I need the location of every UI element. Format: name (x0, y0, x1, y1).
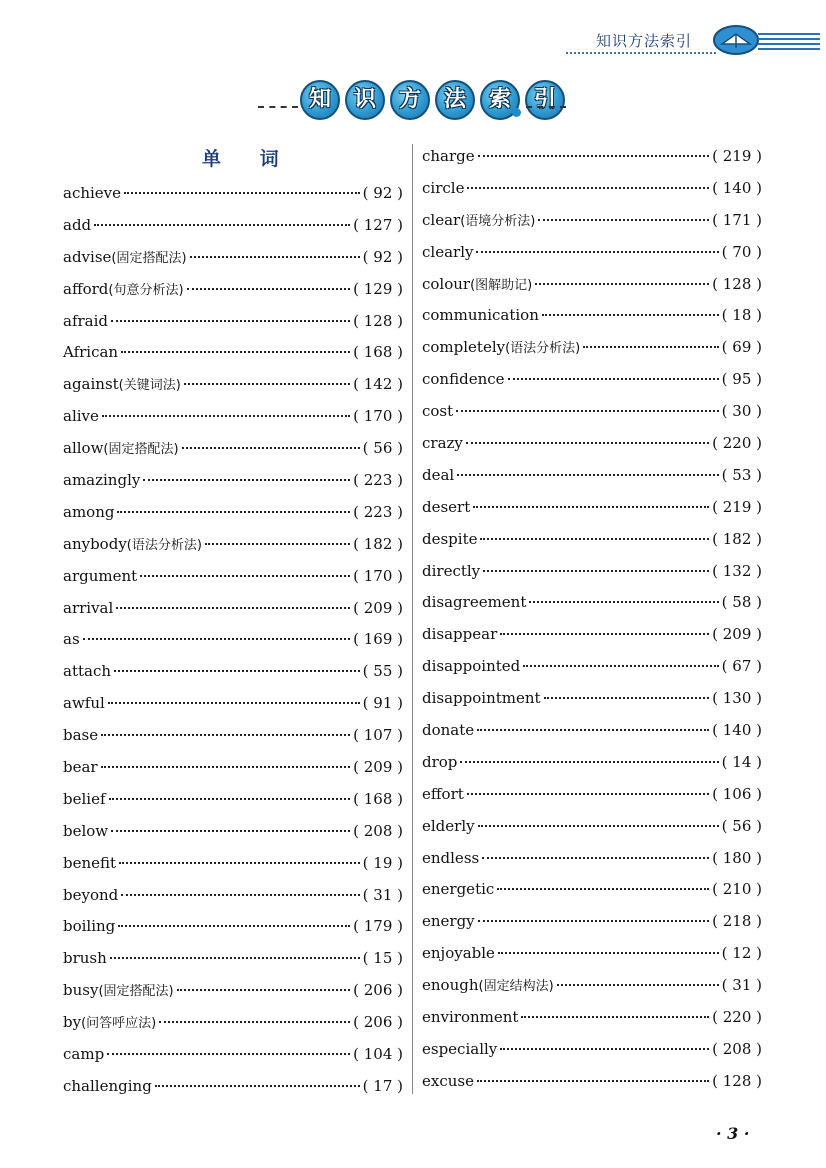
entry-page-ref: ( 170 ) (353, 566, 403, 585)
index-entry (63, 722, 403, 754)
entry-page-ref: ( 91 ) (362, 694, 403, 713)
entry-method-note: (固定搭配法) (103, 442, 179, 458)
entry-method-note: (语境分析法) (460, 213, 536, 229)
index-entry (422, 462, 762, 494)
entry-page-ref: ( 92 ) (362, 184, 403, 202)
dot-leader (102, 415, 350, 417)
dot-leader (483, 570, 709, 572)
dot-leader (473, 506, 709, 508)
index-entry (63, 467, 403, 499)
index-entry (63, 403, 403, 435)
entry-word: especially (422, 1039, 498, 1058)
dot-leader (114, 670, 360, 672)
index-entry (422, 717, 762, 749)
dot-leader (508, 378, 719, 380)
entry-page-ref: ( 31 ) (362, 885, 403, 904)
index-entry (63, 212, 403, 244)
entry-page-ref: ( 53 ) (721, 465, 762, 484)
entry-word: desert (422, 497, 471, 516)
index-entry (422, 334, 762, 366)
dot-leader (108, 702, 360, 704)
index-entry (63, 754, 403, 786)
entry-word: afford (63, 279, 109, 298)
entry-word: belief (63, 789, 106, 808)
index-entry (63, 945, 403, 977)
dot-leader (155, 1085, 360, 1087)
entry-word: below (63, 821, 109, 840)
dot-leader (467, 793, 709, 795)
entry-word: boiling (63, 917, 116, 936)
entry-page-ref: ( 142 ) (353, 375, 403, 394)
entry-page-ref: ( 19 ) (362, 853, 403, 872)
index-entry (422, 175, 762, 207)
index-entry (422, 845, 762, 877)
entry-word: enough (422, 976, 479, 995)
entry-page-ref: ( 209 ) (353, 598, 403, 617)
entry-word: argument (63, 566, 138, 585)
entry-method-note: (语法分析法) (505, 341, 581, 357)
entry-word: crazy (422, 434, 463, 453)
dot-leader (500, 1048, 709, 1050)
index-entry (63, 435, 403, 467)
entry-page-ref: ( 206 ) (353, 1013, 403, 1032)
entry-page-ref: ( 104 ) (353, 1045, 403, 1064)
dot-leader (187, 288, 351, 290)
dot-leader (119, 862, 360, 864)
index-entry (63, 850, 403, 882)
dot-leader (190, 256, 360, 258)
index-entry (63, 658, 403, 690)
entry-page-ref: ( 128 ) (353, 311, 403, 330)
dot-leader (182, 447, 360, 449)
dot-leader (557, 984, 719, 986)
entry-word: enjoyable (422, 944, 495, 963)
entry-word: by (63, 1013, 82, 1032)
index-entry (63, 499, 403, 531)
entry-page-ref: ( 18 ) (721, 306, 762, 325)
entry-page-ref: ( 92 ) (362, 247, 403, 266)
entry-page-ref: ( 180 ) (712, 848, 762, 867)
entry-page-ref: ( 223 ) (353, 471, 403, 490)
index-entry (63, 595, 403, 627)
entry-word: attach (63, 662, 112, 681)
entry-word: communication (422, 306, 539, 325)
dot-leader (529, 601, 718, 603)
dot-leader (159, 1021, 350, 1023)
entry-word: challenging (63, 1076, 152, 1095)
entry-page-ref: ( 220 ) (712, 1008, 762, 1027)
entry-word: disappear (422, 625, 498, 644)
dot-leader (535, 283, 709, 285)
entry-page-ref: ( 179 ) (353, 917, 403, 936)
dot-leader (118, 925, 350, 927)
dot-leader (117, 511, 350, 513)
entry-method-note: (关键词法) (118, 378, 181, 394)
index-entry (63, 626, 403, 658)
dot-leader (140, 575, 350, 577)
index-entry (63, 1073, 403, 1105)
entry-method-note: (固定搭配法) (98, 984, 174, 1000)
entry-page-ref: ( 127 ) (353, 215, 403, 234)
entry-method-note: (问答呼应法) (81, 1016, 157, 1032)
index-entry (422, 972, 762, 1004)
entry-word: benefit (63, 853, 117, 872)
index-entry (63, 882, 403, 914)
dot-leader (456, 410, 719, 412)
entry-word: despite (422, 529, 478, 548)
dot-leader (111, 320, 350, 322)
entry-page-ref: ( 69 ) (721, 338, 762, 357)
index-entry (422, 621, 762, 653)
index-entry (422, 1004, 762, 1036)
entry-word: clear (422, 210, 461, 229)
dot-leader (111, 830, 350, 832)
entry-word: African (63, 343, 119, 362)
index-entry (422, 207, 762, 239)
index-entry (422, 271, 762, 303)
entry-method-note: (语法分析法) (126, 537, 202, 553)
dot-leader (184, 383, 350, 385)
title-dash-left (258, 106, 298, 108)
dot-leader (478, 155, 709, 157)
dot-leader (466, 442, 709, 444)
dot-leader (478, 920, 709, 922)
entry-page-ref: ( 107 ) (353, 726, 403, 745)
entry-method-note: (固定搭配法) (111, 250, 187, 266)
entry-word: bear (63, 758, 98, 777)
index-entry (422, 239, 762, 271)
entry-word: disagreement (422, 593, 527, 612)
entry-word: circle (422, 178, 465, 197)
dot-leader (205, 543, 350, 545)
dot-leader (498, 952, 719, 954)
entry-page-ref: ( 31 ) (721, 976, 762, 995)
dot-leader (477, 729, 709, 731)
entry-word: base (63, 726, 99, 745)
entry-word: beyond (63, 885, 119, 904)
dot-leader (83, 638, 350, 640)
entry-page-ref: ( 106 ) (712, 784, 762, 803)
entry-page-ref: ( 169 ) (353, 630, 403, 649)
entry-page-ref: ( 209 ) (712, 625, 762, 644)
dot-leader (480, 538, 709, 540)
index-entry (63, 977, 403, 1009)
title-char: 知 (300, 80, 340, 120)
entry-page-ref: ( 219 ) (712, 147, 762, 165)
entry-word: among (63, 502, 115, 521)
entry-word: disappointment (422, 689, 541, 708)
section-title (258, 78, 568, 126)
entry-method-note: (句意分析法) (108, 282, 184, 298)
dot-leader (477, 1080, 709, 1082)
dot-leader (109, 798, 351, 800)
dot-leader (523, 665, 718, 667)
entry-word: as (63, 630, 80, 649)
entry-page-ref: ( 67 ) (721, 657, 762, 676)
entry-word: add (63, 215, 92, 234)
entry-word: drop (422, 752, 458, 771)
entry-page-ref: ( 219 ) (712, 497, 762, 516)
index-entry (422, 749, 762, 781)
dot-leader (478, 825, 719, 827)
entry-page-ref: ( 130 ) (712, 689, 762, 708)
entry-page-ref: ( 55 ) (362, 662, 403, 681)
title-char: 方 (390, 80, 430, 120)
entry-page-ref: ( 210 ) (712, 880, 762, 899)
column-heading: 单 词 (202, 148, 295, 170)
dot-leader (94, 224, 350, 226)
index-column-left (63, 180, 403, 1105)
entry-word: energy (422, 912, 475, 931)
running-title: 知识方法索引 (596, 32, 693, 50)
index-entry (422, 1068, 762, 1100)
dot-leader (544, 697, 710, 699)
entry-page-ref: ( 56 ) (362, 439, 403, 458)
dot-leader (521, 1016, 709, 1018)
index-entry (422, 143, 762, 175)
index-entry (422, 685, 762, 717)
index-entry (422, 781, 762, 813)
index-entry (63, 180, 403, 212)
entry-word: afraid (63, 311, 109, 330)
entry-word: effort (422, 784, 464, 803)
index-entry (63, 339, 403, 371)
entry-word: achieve (63, 184, 122, 202)
entry-page-ref: ( 132 ) (712, 561, 762, 580)
index-entry (422, 940, 762, 972)
entry-word: cost (422, 402, 454, 421)
title-characters (300, 80, 565, 120)
index-entry (63, 371, 403, 403)
title-char: 索 (480, 80, 520, 120)
entry-word: directly (422, 561, 481, 580)
dot-leader (583, 346, 718, 348)
entry-word: energetic (422, 880, 495, 899)
dot-leader (460, 761, 718, 763)
entry-word: camp (63, 1045, 105, 1064)
title-dash-right (526, 106, 566, 108)
dot-leader (177, 989, 351, 991)
dot-leader (101, 734, 350, 736)
entry-page-ref: ( 182 ) (712, 529, 762, 548)
dot-leader (124, 192, 360, 194)
entry-word: busy (63, 981, 99, 1000)
entry-word: awful (63, 694, 105, 713)
entry-word: elderly (422, 816, 475, 835)
index-entry (422, 813, 762, 845)
dot-leader (538, 219, 709, 221)
entry-page-ref: ( 223 ) (353, 502, 403, 521)
entry-page-ref: ( 128 ) (712, 1071, 762, 1090)
index-entry (63, 690, 403, 722)
entry-page-ref: ( 171 ) (712, 210, 762, 229)
index-entry (422, 430, 762, 462)
entry-word: endless (422, 848, 480, 867)
index-entry (63, 244, 403, 276)
entry-page-ref: ( 140 ) (712, 178, 762, 197)
index-entry (422, 526, 762, 558)
entry-page-ref: ( 168 ) (353, 343, 403, 362)
dot-leader (121, 894, 359, 896)
entry-word: disappointed (422, 657, 521, 676)
entry-word: environment (422, 1008, 519, 1027)
entry-word: excuse (422, 1071, 474, 1090)
entry-word: against (63, 375, 119, 394)
index-entry (422, 1036, 762, 1068)
dot-leader (143, 479, 350, 481)
index-column-right (422, 143, 762, 1100)
title-dot (512, 108, 521, 117)
entry-word: alive (63, 407, 99, 426)
entry-word: brush (63, 949, 107, 968)
index-entry (63, 276, 403, 308)
entry-page-ref: ( 220 ) (712, 434, 762, 453)
entry-page-ref: ( 30 ) (721, 402, 762, 421)
index-entry (422, 876, 762, 908)
entry-page-ref: ( 56 ) (721, 816, 762, 835)
entry-word: donate (422, 721, 475, 740)
index-entry (422, 398, 762, 430)
entry-page-ref: ( 209 ) (353, 758, 403, 777)
entry-page-ref: ( 58 ) (721, 593, 762, 612)
index-entry (63, 563, 403, 595)
entry-word: completely (422, 338, 506, 357)
page-number: · 3 · (716, 1124, 750, 1143)
entry-page-ref: ( 170 ) (353, 407, 403, 426)
entry-page-ref: ( 70 ) (721, 242, 762, 261)
index-entry (422, 908, 762, 940)
entry-page-ref: ( 95 ) (721, 370, 762, 389)
entry-page-ref: ( 140 ) (712, 721, 762, 740)
index-entry (63, 913, 403, 945)
column-divider (412, 144, 413, 1094)
entry-page-ref: ( 15 ) (362, 949, 403, 968)
index-entry (63, 1009, 403, 1041)
index-entry (63, 1041, 403, 1073)
entry-word: advise (63, 247, 112, 266)
title-char: 法 (435, 80, 475, 120)
header-dotted-rule (566, 52, 716, 54)
entry-page-ref: ( 208 ) (712, 1039, 762, 1058)
entry-word: deal (422, 465, 455, 484)
dot-leader (121, 351, 350, 353)
entry-page-ref: ( 218 ) (712, 912, 762, 931)
entry-page-ref: ( 128 ) (712, 274, 762, 293)
entry-word: allow (63, 439, 104, 458)
index-entry (422, 558, 762, 590)
entry-word: amazingly (63, 471, 141, 490)
entry-word: confidence (422, 370, 505, 389)
entry-word: anybody (63, 534, 127, 553)
index-entry (422, 589, 762, 621)
entry-word: colour (422, 274, 471, 293)
entry-page-ref: ( 17 ) (362, 1076, 403, 1095)
dot-leader (497, 888, 709, 890)
index-entry (422, 302, 762, 334)
dot-leader (116, 607, 350, 609)
entry-word: arrival (63, 598, 114, 617)
entry-method-note: (图解助记) (470, 277, 533, 293)
entry-page-ref: ( 182 ) (353, 534, 403, 553)
entry-page-ref: ( 129 ) (353, 279, 403, 298)
entry-word: clearly (422, 242, 474, 261)
index-entry (422, 653, 762, 685)
index-entry (63, 308, 403, 340)
dot-leader (110, 957, 360, 959)
title-char: 识 (345, 80, 385, 120)
entry-page-ref: ( 208 ) (353, 821, 403, 840)
index-entry (63, 818, 403, 850)
entry-page-ref: ( 14 ) (721, 752, 762, 771)
index-entry (422, 494, 762, 526)
dot-leader (542, 314, 719, 316)
index-entry (422, 366, 762, 398)
dot-leader (500, 633, 709, 635)
index-entry (63, 786, 403, 818)
entry-page-ref: ( 12 ) (721, 944, 762, 963)
dot-leader (476, 251, 718, 253)
entry-method-note: (固定结构法) (478, 979, 554, 995)
entry-word: charge (422, 147, 475, 165)
index-entry (63, 531, 403, 563)
entry-page-ref: ( 168 ) (353, 789, 403, 808)
dot-leader (101, 766, 351, 768)
book-emblem-icon (710, 22, 822, 56)
entry-page-ref: ( 206 ) (353, 981, 403, 1000)
title-char: 引 (525, 80, 565, 120)
dot-leader (107, 1053, 350, 1055)
dot-leader (457, 474, 718, 476)
dot-leader (467, 187, 709, 189)
running-header (560, 22, 826, 58)
dot-leader (482, 857, 709, 859)
